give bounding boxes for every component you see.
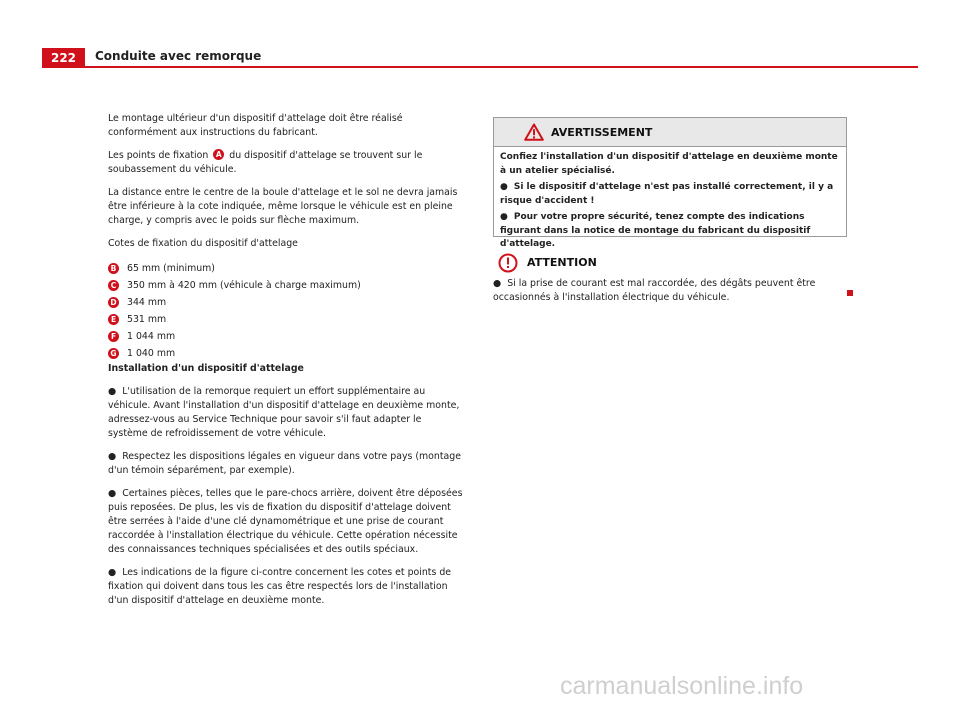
- dimension-value: 344 mm: [127, 296, 167, 308]
- warning-box: [493, 117, 847, 249]
- bullet-item: ● Respectez les dispositions légales en vigueur dans votre pays (montage d'un témoin séparément, par exemple).: [108, 451, 461, 476]
- attention-title: ATTENTION: [527, 256, 597, 269]
- marker-f: F: [108, 331, 119, 342]
- intro-paragraph: Le montage ultérieur d'un dispositif d'attelage doit être réalisé conformément aux instructions du fabricant.: [108, 113, 403, 138]
- attention-section: [493, 252, 847, 305]
- bullet-dot-icon: ●: [108, 488, 117, 499]
- warning-intro: Confiez l'installation d'un dispositif d'attelage en deuxième monte à un atelier spécialisé.: [500, 152, 838, 176]
- dimension-row-d: [108, 294, 464, 311]
- section-end-marker: [847, 290, 853, 296]
- marker-e: E: [108, 314, 119, 325]
- bullet-item: ● Certaines pièces, telles que le pare-chocs arrière, doivent être déposées puis reposées. De plus, les vis de fixation du dispositif d'attelage doivent être serrées à l'aide d'une clé dynamométrique et une prise de courant raccordée à l'installation électrique du véhicule. Cette opération nécessite des connaissances techniques spécialisées et des outils spéciaux.: [108, 488, 463, 555]
- bullet-dot-icon: ●: [108, 386, 117, 397]
- warning-triangle-icon: [524, 123, 544, 141]
- marker-d: D: [108, 297, 119, 308]
- bullet-dot-icon: ●: [108, 451, 117, 462]
- distance-paragraph: La distance entre le centre de la boule d'attelage et le sol ne devra jamais être inférieure à la cote indiquée, même lorsque le véhicule est en pleine charge, y compris avec le poids sur flèche maximum.: [108, 187, 458, 226]
- watermark-text: carmanualsonline.info: [560, 672, 804, 700]
- bullet-dot-icon: ●: [108, 567, 117, 578]
- fixation-points-paragraph: Les points de fixation A du dispositif d'attelage se trouvent sur le soubassement du véhicule.: [108, 150, 423, 175]
- warning-title: AVERTISSEMENT: [551, 125, 653, 139]
- marker-a: A: [213, 149, 224, 160]
- bullet-item: ● Les indications de la figure ci-contre concernent les cotes et points de fixation qui doivent dans tous les cas être respectés lors de l'installation d'un dispositif d'attelage en deuxième monte.: [108, 567, 452, 606]
- warning-header: [494, 118, 846, 147]
- dimension-value: 350 mm à 420 mm (véhicule à charge maximum): [127, 279, 361, 291]
- attention-circle-icon: [498, 253, 518, 273]
- dimension-row-e: [108, 311, 464, 328]
- attention-bullet: ● Si la prise de courant est mal raccordée, des dégâts peuvent être occasionnés à l'installation électrique du véhicule.: [493, 278, 816, 303]
- dimension-row-f: [108, 328, 464, 345]
- dimension-row-g: [108, 345, 464, 362]
- chapter-title: Conduite avec remorque: [95, 49, 262, 63]
- header-rule: [42, 66, 918, 68]
- bullet-dot-icon: ●: [500, 212, 508, 222]
- dimension-value: 1 044 mm: [127, 330, 176, 342]
- marker-c: C: [108, 280, 119, 291]
- bullet-dot-icon: ●: [500, 182, 508, 192]
- warning-bullet: ● Pour votre propre sécurité, tenez compte des indications figurant dans la notice de montage du fabricant du dispositif d'attelage.: [500, 212, 811, 249]
- left-column: [108, 112, 464, 617]
- dimension-row-c: [108, 277, 464, 294]
- dimensions-list: [108, 260, 464, 362]
- bullet-dot-icon: ●: [493, 278, 502, 289]
- installation-subheading: Installation d'un dispositif d'attelage: [108, 363, 304, 374]
- dimensions-title: Cotes de fixation du dispositif d'attelage: [108, 238, 298, 249]
- marker-b: B: [108, 263, 119, 274]
- warning-bullet: ● Si le dispositif d'attelage n'est pas installé correctement, il y a risque d'accident !: [500, 182, 834, 206]
- dimension-row-b: [108, 260, 464, 277]
- dimension-value: 1 040 mm: [127, 347, 176, 359]
- bullet-item: ● L'utilisation de la remorque requiert un effort supplémentaire au véhicule. Avant l'installation d'un dispositif d'attelage en deuxième monte, adressez-vous au Service Technique pour savoir s'il faut adapter le système de refroidissement de votre véhicule.: [108, 386, 460, 439]
- warning-body: [494, 147, 846, 252]
- page-number: 222: [42, 48, 85, 67]
- dimension-value: 65 mm (minimum): [127, 262, 215, 274]
- marker-g: G: [108, 348, 119, 359]
- attention-header: [498, 252, 847, 274]
- dimension-value: 531 mm: [127, 313, 167, 325]
